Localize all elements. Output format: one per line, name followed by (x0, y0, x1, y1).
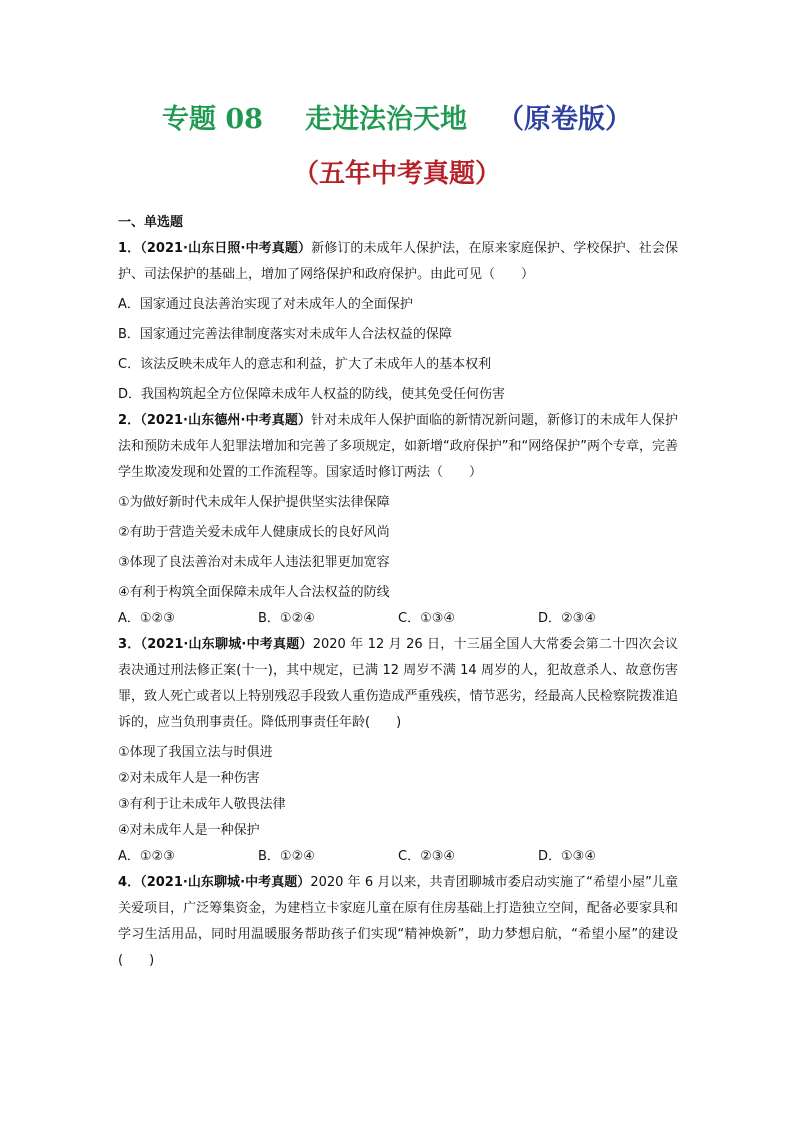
statement-1: ①为做好新时代未成年人保护提供坚实法律保障 (118, 495, 390, 510)
option-c: C．该法反映未成年人的意志和利益，扩大了未成年人的基本权利 (118, 357, 492, 372)
choice-b: B．①②④ (258, 849, 315, 864)
choices-row (118, 606, 678, 632)
document-title (0, 97, 794, 136)
question-source: （2021·山东聊城·中考真题） (140, 875, 311, 890)
title-topic-name: 走进法治天地 (304, 104, 467, 135)
title-edition: （原卷版） (496, 104, 632, 135)
statement-4: ④对未成年人是一种保护 (118, 823, 260, 838)
question-source: （2021·山东聊城·中考真题） (140, 637, 313, 652)
choice-c: C．②③④ (398, 849, 456, 864)
choices-row (118, 844, 678, 870)
question-text: 2020 年 12 月 26 日，十三届全国人大常委会第二十四次会议表决通过刑法修正案(十一)，其中规定，已满 12 周岁不满 14 周岁的人，犯故意杀人、故意伤害罪，致人死亡或者以上特别残忍手段致人重伤造成严重残疾，情节恶劣，经最高人民检察院拨准追诉的，应当负刑事责任。降低刑事责任年龄( ) (118, 637, 678, 730)
title-topic-number: 专题 08 (162, 104, 263, 135)
choice-b: B．①②④ (258, 611, 315, 626)
question-number: 3． (118, 637, 141, 652)
section-heading: 一、单选题 (118, 215, 184, 230)
question-3 (118, 632, 678, 736)
statement-1: ①体现了我国立法与时俱进 (118, 745, 273, 760)
question-source: （2021·山东日照·中考真题） (140, 241, 312, 256)
question-number: 4． (118, 875, 141, 890)
question-number: 2． (118, 413, 141, 428)
question-text: 2020 年 6 月以来，共青团聊城市委启动实施了“希望小屋”儿童关爱项目，广泛筹集资金，为建档立卡家庭儿童在原有住房基础上打造独立空间，配备必要家具和学习生活用品，同时用温暖服务帮助孩子们实现“精神焕新”，助力梦想启航，“希望小屋”的建设( ) (118, 875, 679, 968)
option-b: B．国家通过完善法律制度落实对未成年人合法权益的保障 (118, 327, 452, 342)
option-d: D．我国构筑起全方位保障未成年人权益的防线，使其免受任何伤害 (118, 387, 506, 402)
statement-3: ③有利于让未成年人敬畏法律 (118, 797, 286, 812)
document-subtitle: （五年中考真题） (292, 159, 501, 189)
question-source: （2021·山东德州·中考真题） (140, 413, 312, 428)
question-2 (118, 408, 678, 486)
statement-4: ④有利于构筑全面保障未成年人合法权益的防线 (118, 585, 390, 600)
question-text: 新修订的未成年人保护法，在原来家庭保护、学校保护、社会保护、司法保护的基础上，增加了网络保护和政府保护。由此可见（ ） (118, 241, 678, 282)
content-body (118, 210, 678, 974)
choice-d: D．①③④ (538, 849, 596, 864)
choice-a: A．①②③ (118, 611, 175, 626)
statement-2: ②有助于营造关爱未成年人健康成长的良好风尚 (118, 525, 390, 540)
choice-a: A．①②③ (118, 849, 175, 864)
question-1 (118, 236, 678, 288)
statement-2: ②对未成年人是一种伤害 (118, 771, 260, 786)
question-4 (118, 870, 678, 974)
choice-d: D．②③④ (538, 611, 596, 626)
question-number: 1． (118, 241, 141, 256)
statement-3: ③体现了良法善治对未成年人违法犯罪更加宽容 (118, 555, 390, 570)
question-text: 针对未成年人保护面临的新情况新问题，新修订的未成年人保护法和预防未成年人犯罪法增加和完善了多项规定，如新增“政府保护”和“网络保护”两个专章，完善学生欺凌发现和处置的工作流程等。国家适时修订两法（ ） (118, 413, 678, 480)
option-a: A．国家通过良法善治实现了对未成年人的全面保护 (118, 297, 413, 312)
choice-c: C．①③④ (398, 611, 456, 626)
